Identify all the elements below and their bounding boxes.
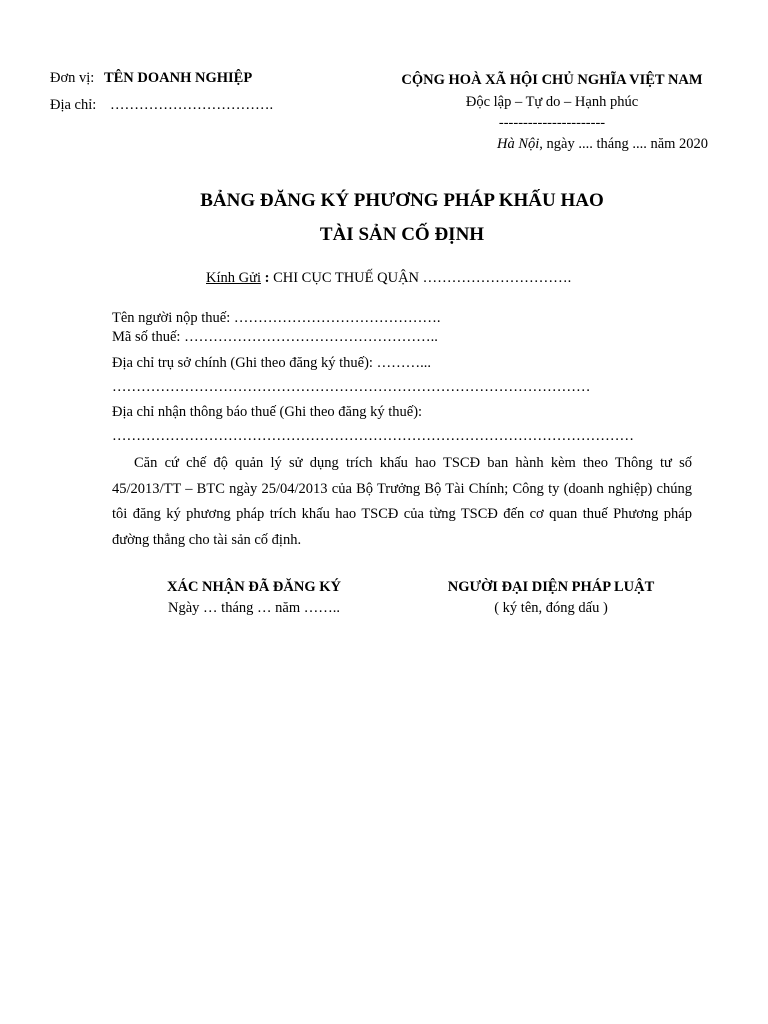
- notice-address-dots: ………………………………………………………………………………………………: [112, 428, 634, 444]
- recipient-value: CHI CỤC THUẾ QUẬN ………………………….: [269, 270, 572, 286]
- place-name: Hà Nội: [497, 136, 540, 152]
- recipient-colon: :: [260, 270, 270, 286]
- address-value: …………………………….: [109, 97, 274, 113]
- address-line: [50, 97, 273, 114]
- unit-line: [50, 70, 252, 87]
- motto-separator: ----------------------: [498, 115, 606, 131]
- legal-representative-title: NGƯỜI ĐẠI DIỆN PHÁP LUẬT: [447, 579, 655, 595]
- registration-date: Ngày … tháng … năm ……..: [168, 600, 340, 616]
- body-paragraph: Căn cứ chế độ quản lý sử dụng trích khấu hao TSCĐ ban hành kèm theo Thông tư số 45/2013/TT – BTC ngày 25/04/2013 của Bộ Trưởng Bộ Tài Chính; Công ty (doanh nghiệp) chúng tôi đăng ký phương pháp trích khấu hao TSCĐ của từng TSCĐ đến cơ quan thuế Phương pháp đường thẳng cho tài sản cố định.: [112, 455, 692, 548]
- recipient-label: Kính Gửi: [206, 270, 261, 286]
- tax-code-field: Mã số thuế: ……………………………………………..: [112, 329, 438, 345]
- motto: Độc lập – Tự do – Hạnh phúc: [465, 94, 639, 110]
- date-text: , ngày .... tháng .... năm 2020: [539, 136, 709, 152]
- notice-address-field: Địa chỉ nhận thông báo thuế (Ghi theo đăng ký thuế):: [112, 404, 423, 420]
- address-label: Địa chỉ:: [50, 97, 97, 113]
- company-name: TÊN DOANH NGHIỆP: [103, 70, 253, 86]
- head-office-address-dots: ………………………………………………………………………………………: [112, 379, 591, 395]
- document-title-line1: BẢNG ĐĂNG KÝ PHƯƠNG PHÁP KHẤU HAO: [200, 190, 604, 211]
- signature-note: ( ký tên, đóng dấu ): [494, 600, 608, 616]
- registration-confirmation-title: XÁC NHẬN ĐÃ ĐĂNG KÝ: [167, 579, 341, 595]
- unit-label: Đơn vị:: [50, 70, 95, 86]
- head-office-address-field: Địa chỉ trụ sở chính (Ghi theo đăng ký thuế): ………...: [112, 355, 431, 371]
- place-date: [497, 136, 708, 153]
- taxpayer-name-field: Tên người nộp thuế: …………………………………….: [112, 310, 441, 326]
- document-title-line2: TÀI SẢN CỐ ĐỊNH: [319, 224, 485, 245]
- republic-heading: CỘNG HOÀ XÃ HỘI CHỦ NGHĨA VIỆT NAM: [401, 72, 703, 88]
- recipient-line: [206, 270, 571, 287]
